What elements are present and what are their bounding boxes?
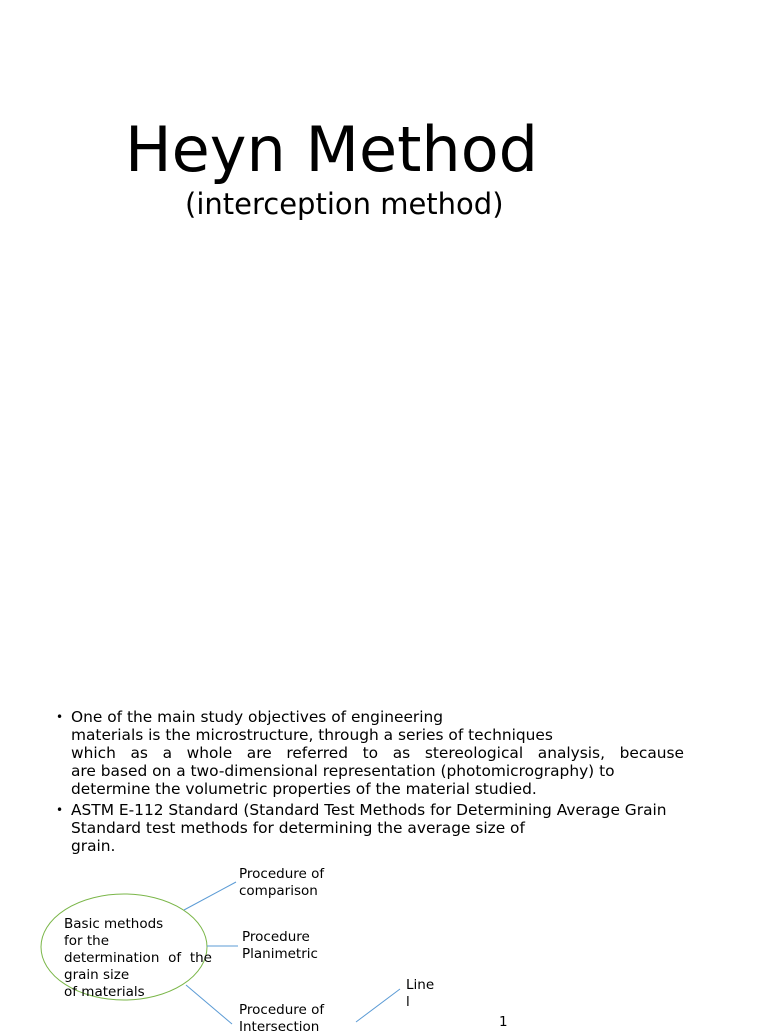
intersection-node-line: Intersection (239, 1019, 320, 1035)
root-node-line: grain size (64, 967, 130, 983)
circular-node-number: 1 (499, 1014, 508, 1030)
bullet-line: determine the volumetric properties of the material studied. (71, 780, 537, 798)
bullet-list (56, 708, 716, 855)
intersection-node-label (239, 1002, 324, 1036)
methods-diagram (0, 860, 768, 1035)
comparison-node-label (239, 866, 324, 900)
bullet-line: which as a whole are referred to as stereological analysis, because (71, 744, 684, 762)
bullet-line: Standard test methods for determining the average size of (71, 819, 525, 837)
bullet-dot-icon: • (56, 803, 64, 817)
planimetric-node-line: Procedure (242, 929, 310, 945)
bullet-line: grain. (71, 837, 116, 855)
root-node-line: of materials (64, 984, 145, 1000)
bullet-line: are based on a two-dimensional representation (photomicrography) to (71, 762, 615, 780)
root-node-line: Basic methods (64, 916, 164, 932)
bullet-item (56, 801, 716, 855)
bullet-line: One of the main study objectives of engineering (71, 708, 444, 726)
line-node-line: Line (406, 977, 435, 993)
connector-line (356, 989, 400, 1022)
root-node-label (64, 916, 212, 1001)
intersection-node-line: Procedure of (239, 1002, 325, 1018)
line-node-label (406, 977, 434, 1011)
planimetric-node-line: Planimetric (242, 946, 318, 962)
bullet-line: materials is the microstructure, through a series of techniques (71, 726, 553, 744)
bullet-item (56, 708, 716, 798)
root-node-line: determination of the (64, 950, 212, 966)
line-node-line: l (406, 994, 410, 1010)
planimetric-node-label (242, 929, 318, 963)
connector-comparison (184, 882, 236, 910)
bullet-line: ASTM E-112 Standard (Standard Test Methods for Determining Average Grain (71, 801, 667, 819)
slide-title: Heyn Method (125, 113, 538, 186)
slide-subtitle: (interception method) (185, 187, 504, 221)
comparison-node-line: Procedure of (239, 866, 325, 882)
comparison-node-line: comparison (239, 883, 318, 899)
bullet-dot-icon: • (56, 710, 64, 724)
root-node-line: for the (64, 933, 110, 949)
